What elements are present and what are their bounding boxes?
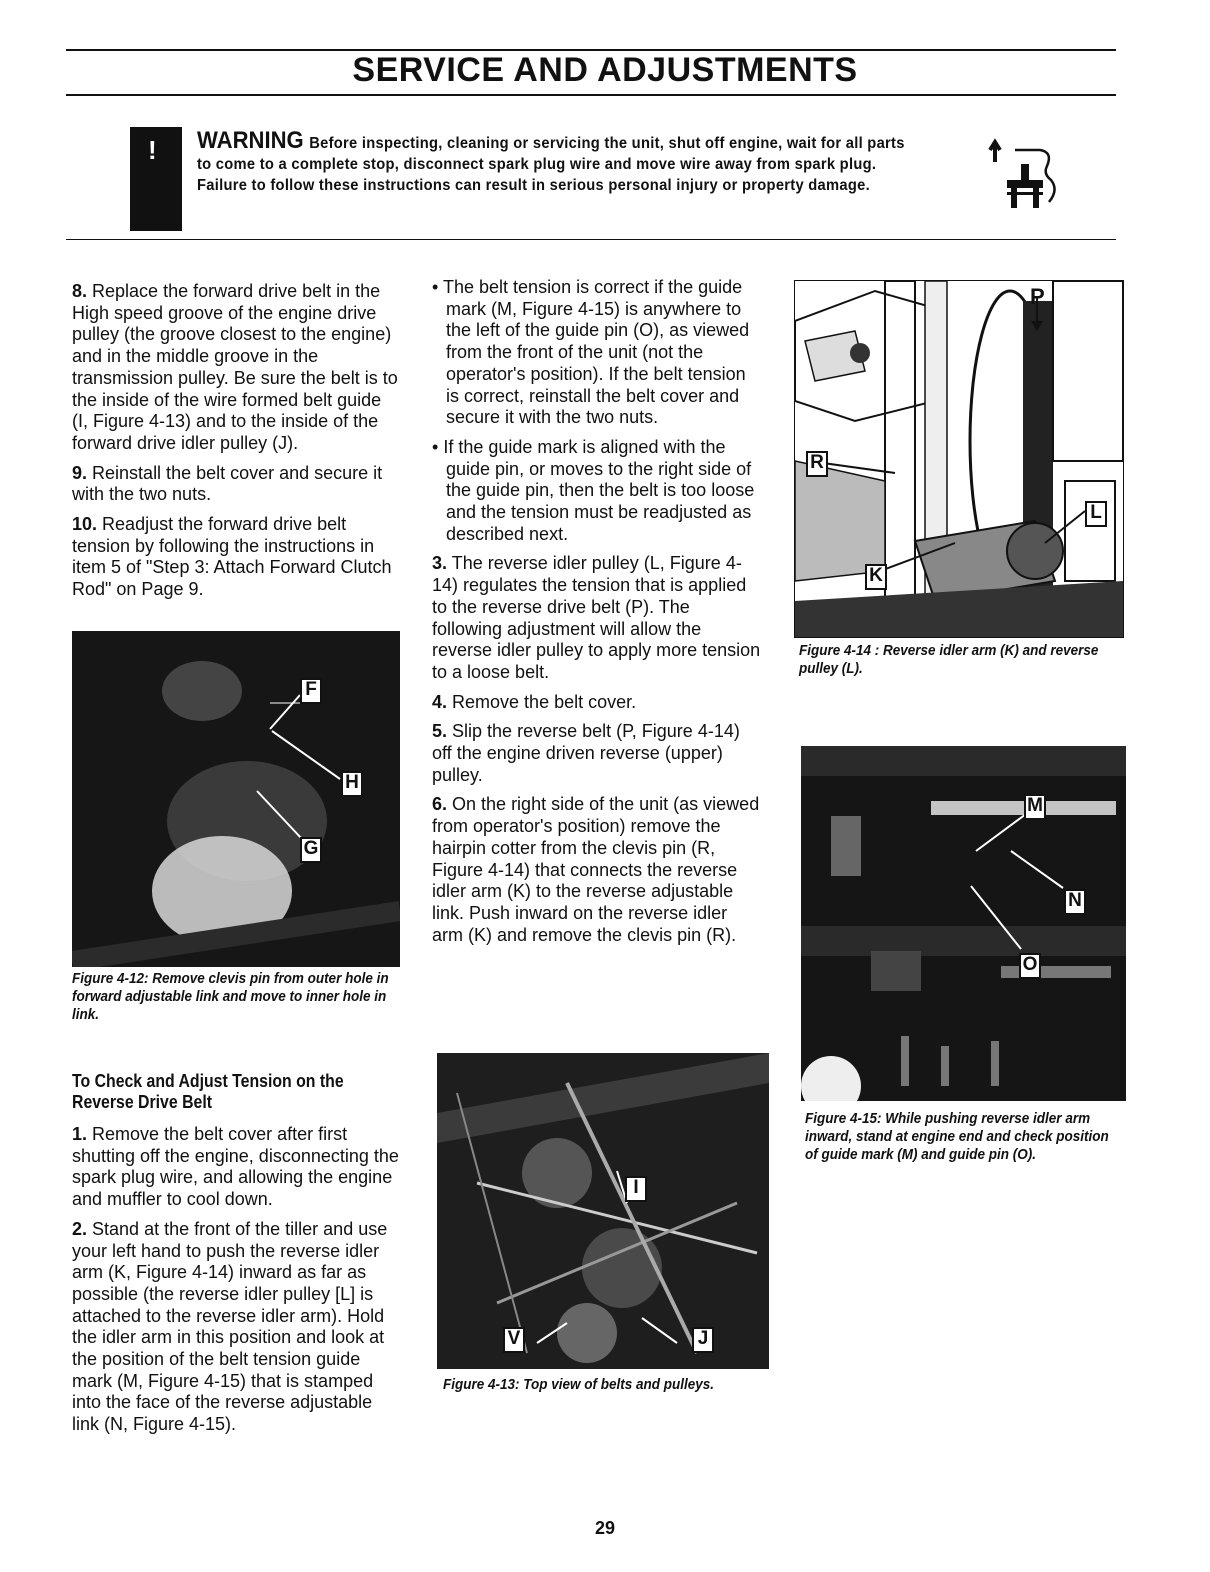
figure-4-13-photo	[437, 1053, 769, 1369]
bullet-glyph: •	[432, 277, 439, 297]
warning-exclamation: !	[148, 135, 157, 165]
figure-4-14-caption: Figure 4-14 : Reverse idler arm (K) and reverse pulley (L).	[799, 642, 1099, 677]
figure-4-12-caption: Figure 4-12: Remove clevis pin from outer hole in forward adjustable link and move to inner hole in link.	[72, 970, 389, 1023]
warning-rule	[66, 239, 1116, 240]
figure-4-14-label-r: R	[806, 451, 828, 477]
list-item: 4. Remove the belt cover.	[432, 691, 637, 712]
list-item: 1. Remove the belt cover after first shutting off the engine, disconnecting the spark plug wire, and allowing the engine and muffler to cool down.	[72, 1124, 399, 1210]
page-title: SERVICE AND ADJUSTMENTS	[352, 51, 858, 89]
figure-4-14-label-l: L	[1085, 501, 1107, 527]
list-item: 9. Reinstall the belt cover and secure it with the two nuts.	[72, 462, 383, 505]
section-subheading: To Check and Adjust Tension on the Reverse Drive Belt	[72, 1071, 344, 1112]
list-item: 8. Replace the forward drive belt in the High speed groove of the engine drive pulley (the groove closest to the engine) and in the middle groove in the transmission pulley. Be sure the belt is to the inside of the wire formed belt guide (I, Figure 4-13) and to the inside of the forward drive idler pulley (J).	[72, 281, 398, 453]
warning-label: WARNING	[197, 127, 304, 154]
bullet-glyph: •	[432, 436, 439, 457]
figure-4-14-drawing	[794, 280, 1124, 638]
figure-4-15-label-o: O	[1019, 953, 1041, 979]
figure-4-13-caption: Figure 4-13: Top view of belts and pulleys.	[443, 1376, 715, 1393]
spark-plug-disconnect-icon	[985, 132, 1065, 212]
list-item: 10. Readjust the forward drive belt tension by following the instructions in item 5 of "Step 3: Attach Forward Clutch Rod" on Page 9.	[72, 514, 392, 600]
list-item: 2. Stand at the front of the tiller and use your left hand to push the reverse idler arm (K, Figure 4-14) inward as far as possible (the reverse idler pulley [L] is attached to the reverse idler arm). Hold the idler arm in this position and look at the position of the belt tension guide mark (M, Figure 4-15) that is stamped into the face of the reverse adjustable link (N, Figure 4-15).	[72, 1218, 388, 1435]
figure-4-12-photo	[72, 631, 400, 967]
figure-4-13-label-v: V	[503, 1327, 525, 1353]
warning-alert-icon	[130, 127, 182, 231]
left-column-steps	[72, 1124, 402, 1444]
bullet-item: • If the guide mark is aligned with the guide pin, or moves to the right side of the guide pin, then the belt is too loose and the tension must be readjusted as described next.	[432, 436, 755, 544]
figure-4-15-photo	[801, 746, 1126, 1101]
page-number: 29	[594, 1518, 616, 1538]
bullet-item: • The belt tension is correct if the guide mark (M, Figure 4-15) is anywhere to the left of the guide pin (O), as viewed from the front of the unit (not the operator's position). If the belt tension is correct, reinstall the belt cover and secure it with the two nuts.	[432, 277, 750, 428]
figure-4-15-caption: Figure 4-15: While pushing reverse idler arm inward, stand at engine end and check position of guide mark (M) and guide pin (O).	[805, 1110, 1109, 1163]
figure-4-12-label-g: G	[300, 837, 322, 863]
figure-4-15-label-m: M	[1024, 794, 1046, 820]
warning-text: Before inspecting, cleaning or servicing the unit, shut off engine, wait for all parts to come to a complete stop, disconnect spark plug wire and move wire away from spark plug. Failure to follow these instructions can result in serious personal injury or property damage.	[197, 135, 905, 194]
list-item: 3. The reverse idler pulley (L, Figure 4-14) regulates the tension that is applied to the reverse drive belt (P). The following adjustment will allow the reverse idler pulley to apply more tension to a loose belt.	[432, 553, 761, 682]
figure-4-12-label-f: F	[300, 678, 322, 704]
list-item: 5. Slip the reverse belt (P, Figure 4-14) off the engine driven reverse (upper) pulley.	[432, 721, 740, 785]
figure-4-14-label-p: P	[1030, 284, 1045, 309]
middle-column	[432, 277, 762, 954]
figure-4-13-label-i: I	[625, 1176, 647, 1202]
warning-block	[197, 127, 919, 196]
left-column	[72, 281, 398, 609]
figure-4-13-label-j: J	[692, 1327, 714, 1353]
figure-4-15-label-n: N	[1064, 889, 1086, 915]
figure-4-12-label-h: H	[341, 771, 363, 797]
list-item: 6. On the right side of the unit (as viewed from operator's position) remove the hairpin cotter from the clevis pin (R, Figure 4-14) that connects the reverse idler arm (K) to the reverse adjustable link. Push inward on the reverse idler arm (K) and remove the clevis pin (R).	[432, 794, 760, 945]
header-rule-bottom	[66, 94, 1116, 96]
figure-4-14-label-k: K	[865, 564, 887, 590]
